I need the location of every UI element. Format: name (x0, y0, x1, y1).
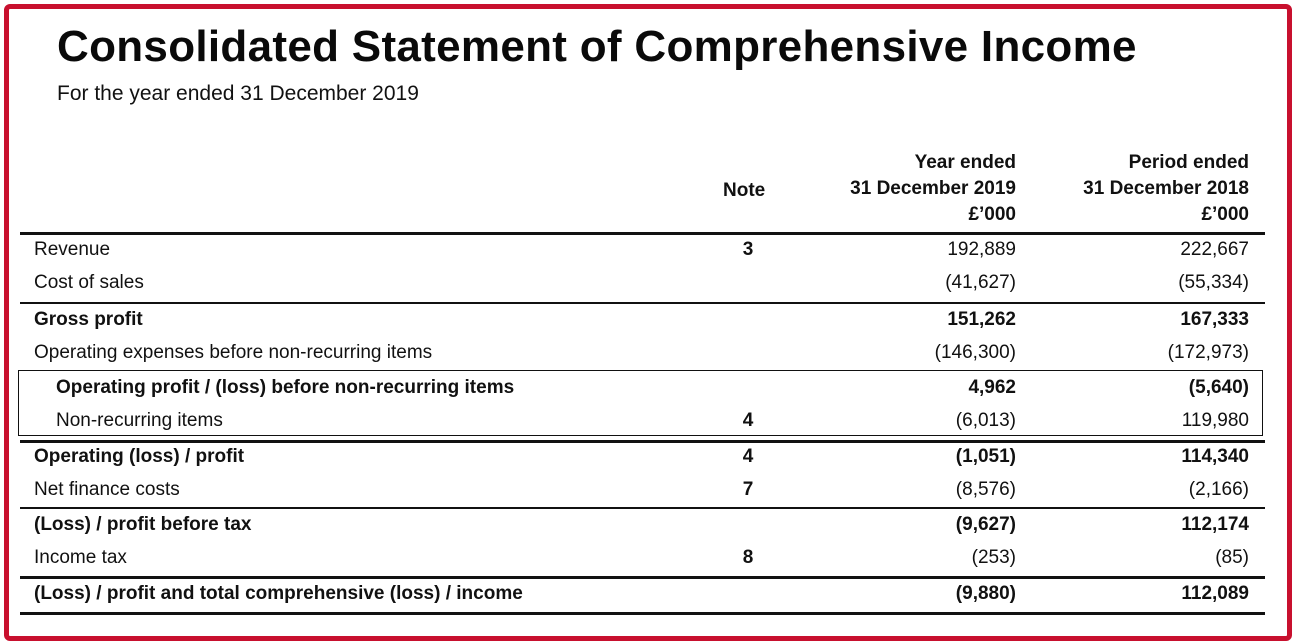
table-row-net-finance-costs (0, 475, 1294, 505)
row-value-2018: (85) (1215, 547, 1249, 568)
row-label: Gross profit (34, 309, 143, 330)
row-label: Net finance costs (34, 479, 180, 500)
period-2018-column-header (1083, 150, 1249, 228)
col2-header-line1: Period ended (1128, 152, 1249, 173)
row-value-2018: 167,333 (1180, 309, 1249, 330)
table-row-non-recurring-items (0, 406, 1294, 436)
col1-header-line3: £’000 (968, 204, 1016, 225)
row-note: 7 (742, 479, 754, 500)
row-value-2018: (55,334) (1178, 272, 1249, 293)
table-row-income-tax (0, 543, 1294, 573)
row-value-2019: (6,013) (955, 410, 1016, 431)
row-value-2019: (253) (971, 547, 1016, 568)
row-label: Operating (loss) / profit (34, 446, 245, 467)
statement-title: Consolidated Statement of Comprehensive Income (57, 22, 1137, 71)
statement-subtitle: For the year ended 31 December 2019 (57, 82, 419, 105)
row-value-2019: 151,262 (947, 309, 1016, 330)
loss-before-tax-divider (20, 507, 1265, 509)
row-label: Revenue (34, 239, 111, 260)
table-row-total-comprehensive-income (0, 579, 1294, 609)
table-row-cost-of-sales (0, 268, 1294, 298)
row-label: Operating expenses before non-recurring items (34, 342, 433, 363)
row-note: 4 (742, 410, 754, 431)
row-label: Income tax (34, 547, 127, 568)
row-note: 8 (742, 547, 754, 568)
row-value-2018: 112,089 (1181, 583, 1249, 604)
row-label: Cost of sales (34, 272, 144, 293)
row-value-2019: (8,576) (955, 479, 1016, 500)
table-row-operating-profit-before-nri (0, 373, 1294, 403)
row-value-2018: (2,166) (1188, 479, 1249, 500)
bottom-divider (20, 612, 1265, 615)
row-value-2019: (41,627) (945, 272, 1016, 293)
row-value-2019: (1,051) (955, 446, 1016, 467)
col1-header-line1: Year ended (914, 152, 1016, 173)
row-value-2018: (172,973) (1167, 342, 1249, 363)
row-value-2019: (146,300) (934, 342, 1016, 363)
row-label: Non-recurring items (56, 410, 223, 431)
row-value-2018: 222,667 (1180, 239, 1249, 260)
note-header-label: Note (723, 180, 766, 201)
table-row-revenue (0, 235, 1294, 265)
row-value-2019: (9,880) (955, 583, 1016, 604)
note-column-header (723, 178, 765, 204)
col2-header-line2: 31 December 2018 (1083, 178, 1249, 199)
row-value-2019: 4,962 (968, 377, 1016, 398)
row-note: 4 (742, 446, 754, 467)
row-label: (Loss) / profit and total comprehensive (loss) / income (34, 583, 523, 604)
row-label: Operating profit / (loss) before non-recurring items (56, 377, 515, 398)
table-row-gross-profit (0, 305, 1294, 335)
year-2019-column-header (850, 150, 1016, 228)
row-value-2018: 112,174 (1181, 514, 1249, 535)
row-value-2018: (5,640) (1188, 377, 1249, 398)
table-row-operating-expenses (0, 338, 1294, 368)
col2-header-line3: £’000 (1201, 204, 1249, 225)
gross-profit-divider (20, 302, 1265, 304)
row-label: (Loss) / profit before tax (34, 514, 252, 535)
row-value-2019: (9,627) (955, 514, 1016, 535)
table-row-loss-before-tax (0, 510, 1294, 540)
row-value-2018: 119,980 (1181, 410, 1249, 431)
col1-header-line2: 31 December 2019 (850, 178, 1016, 199)
row-note: 3 (742, 239, 754, 260)
row-value-2019: 192,889 (947, 239, 1016, 260)
row-value-2018: 114,340 (1181, 446, 1249, 467)
table-row-operating-loss-profit (0, 442, 1294, 472)
